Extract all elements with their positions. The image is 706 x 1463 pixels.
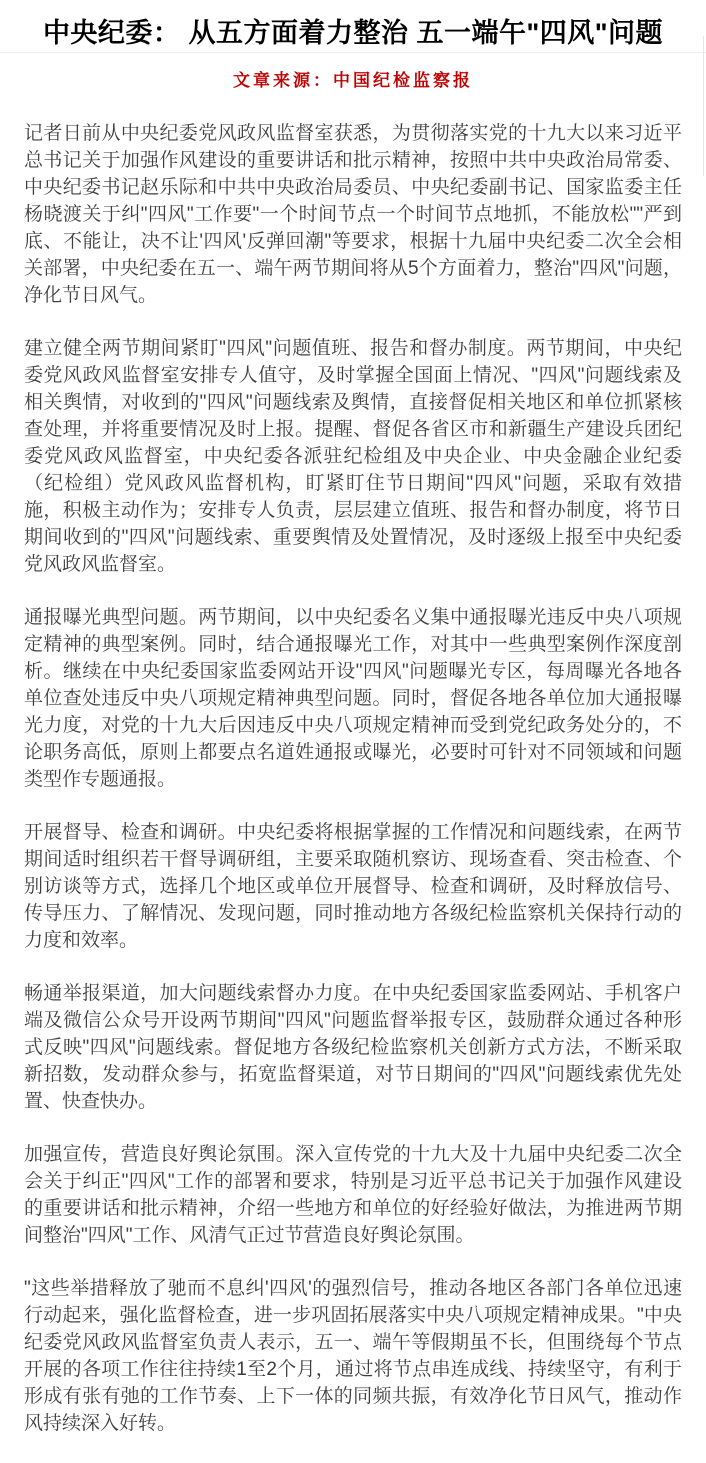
article-title: 中央纪委： 从五方面着力整治 五一端午"四风"问题 <box>42 18 664 48</box>
paragraph-3: 通报曝光典型问题。两节期间，以中央纪委名义集中通报曝光违反中央八项规定精神的典型案例。同时，结合通报曝光工作，对其中一些典型案例作深度剖析。继续在中央纪委国家监委网站开设"四风"问题曝光专区，每周曝光各地各单位查处违反中央八项规定精神典型问题。同时，督促各地各单位加大通报曝光力度，对党的十九大后因违反中央八项规定精神而受到党纪政务处分的，不论职务高低，原则上都要点名道姓通报或曝光，必要时可针对不同领域和问题类型作专题通报。 <box>24 607 682 790</box>
paragraph-6: 加强宣传，营造良好舆论氛围。深入宣传党的十九大及十九届中央纪委二次全会关于纠正"四风"工作的部署和要求，特别是习近平总书记关于加强作风建设的重要讲话和批示精神，介绍一些地方和单位的好经验好做法，为推进两节期间整治"四风"工作、风清气正过节营造良好舆论氛围。 <box>24 1144 682 1246</box>
article-source: 文章来源：中国纪检监察报 <box>233 71 473 90</box>
paragraph-2: 建立健全两节期间紧盯"四风"问题值班、报告和督办制度。两节期间，中央纪委党风政风监督室安排专人值守，及时掌握全国面上情况、"四风"问题线索及相关舆情，对收到的"四风"问题线索及舆情，直接督促相关地区和单位抓紧核查处理，并将重要情况及时上报。提醒、督促各省区市和新疆生产建设兵团纪委党风政风监督室，中央纪委各派驻纪检组及中央企业、中央金融企业纪委（纪检组）党风政风监督机构，盯紧盯住节日期间"四风"问题，采取有效措施，积极主动作为；安排专人负责，层层建立值班、报告和督办制度，将节日期间收到的"四风"问题线索、重要舆情及处置情况，及时逐级上报至中央纪委党风政风监督室。 <box>24 338 682 575</box>
paragraph-4: 开展督导、检查和调研。中央纪委将根据掌握的工作情况和问题线索，在两节期间适时组织若干督导调研组，主要采取随机察访、现场查看、突击检查、个别访谈等方式，选择几个地区或单位开展督导、检查和调研，及时释放信号、传导压力、了解情况、发现问题，同时推动地方各级纪检监察机关保持行动的力度和效率。 <box>24 822 682 951</box>
paragraph-5: 畅通举报渠道，加大问题线索督办力度。在中央纪委国家监委网站、手机客户端及微信公众号开设两节期间"四风"问题监督举报专区，鼓励群众通过各种形式反映"四风"问题线索。督促地方各级纪检监察机关创新方式方法，不断采取新招数，发动群众参与，拓宽监督渠道，对节日期间的"四风"问题线索优先处置、快查快办。 <box>24 983 682 1112</box>
right-edge-line <box>703 36 704 176</box>
paragraph-1: 记者日前从中央纪委党风政风监督室获悉，为贯彻落实党的十九大以来习近平总书记关于加强作风建设的重要讲话和批示精神，按照中共中央政治局常委、中央纪委书记赵乐际和中共中央政治局委员、中央纪委副书记、国家监委主任杨晓渡关于纠"四风"工作要"一个时间节点一个时间节点地抓，不能放松""严到底、不能让，决不让'四风'反弹回潮"等要求，根据十九届中央纪委二次全会相关部署，中央纪委在五一、端午两节期间将从5个方面着力，整治"四风"问题，净化节日风气。 <box>24 123 682 306</box>
paragraph-7: "这些举措释放了驰而不息纠'四风'的强烈信号，推动各地区各部门各单位迅速行动起来，强化监督检查，进一步巩固拓展落实中央八项规定精神成果。"中央纪委党风政风监督室负责人表示，五一、端午等假期虽不长，但围绕每个节点开展的各项工作往往持续1至2个月，通过将节点串连成线、持续坚守，有利于形成有张有弛的工作节奏、上下一体的同频共振，有效净化节日风气，推动作风持续深入好转。 <box>24 1278 682 1434</box>
article-body <box>0 120 706 1437</box>
title-divider <box>0 52 706 53</box>
